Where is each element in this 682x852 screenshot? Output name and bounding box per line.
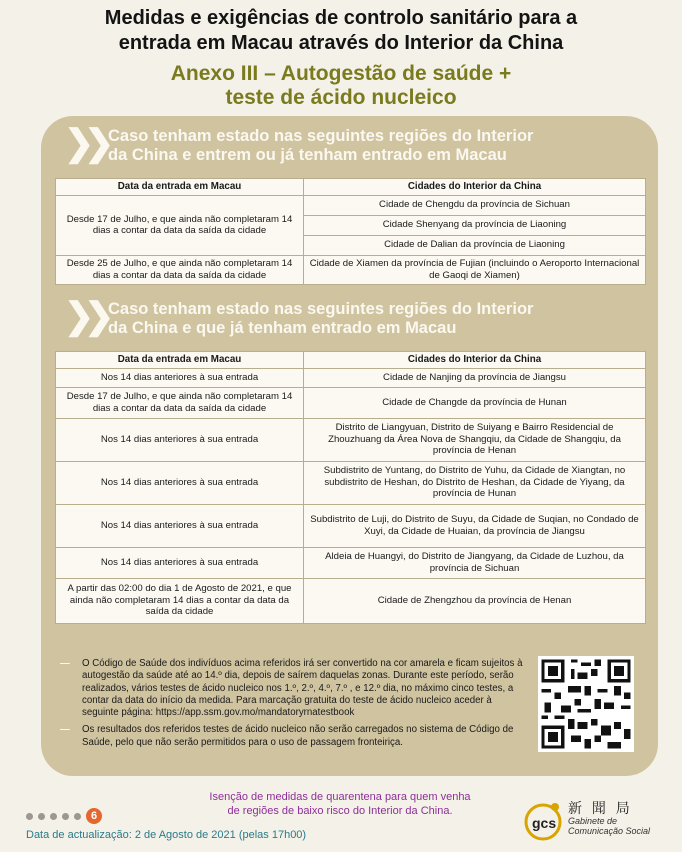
- table-row: Nos 14 dias anteriores à sua entrada Subdistrito de Yuntang, do Distrito de Yuhu, da Cidade de Xiangtan, no subdistrito de Heshan, do Distrito de Heshan, da Cidade de Yiyang, da província de Hunan: [56, 461, 646, 504]
- page-title: Medidas e exigências de controlo sanitário para a entrada em Macau através do Interior da China: [104, 7, 578, 54]
- page-dot[interactable]: [50, 813, 57, 820]
- section2-heading: ❯❯ Caso tenham estado nas seguintes regiões do Interior da China e que já tenham entrado em Macau: [64, 295, 534, 337]
- table-row: Desde 17 de Julho, e que ainda não completaram 14 dias a contar da data da saída da cidade Cidade de Chengdu da província de Sichuan: [56, 195, 646, 215]
- list-item: — Os resultados dos referidos testes de ácido nucleico não serão carregados no sistema de Código de Saúde, pelo que não serão permitidos para o uso de passagem fronteiriça.: [60, 724, 514, 748]
- gcs-logo: gcs 新 聞 局 Gabinete de Comunicação Social: [523, 796, 673, 846]
- list-item: — O Código de Saúde dos indivíduos acima referidos irá ser convertido na cor amarela e ficam sujeitos à autogestão da saúde até ao 14.º dia, depois de saírem daquelas zonas. Durante este período, serão realizados, vários testes de ácido nucleico nos 1.º, 2.º, 4.º, 7.º , e 12.º dia, no máximo cinco testes, a contar da data do início da medida. Para marcação gratuita do teste de ácido nucleico aceder à seguinte página: https://app.ssm.gov.mo/mandatoryrnatestbook: [60, 658, 523, 719]
- page-indicator: [26, 808, 102, 824]
- table-row: Nos 14 dias anteriores à sua entrada Distrito de Liangyuan, Distrito de Suiyang e Bairro Residencial de Zhouzhuang da Área Nova de Shangqiu, da Cidade de Shangqiu, da província de Henan: [56, 418, 646, 461]
- double-chevron-icon: ❯❯: [64, 122, 105, 163]
- table-header: Cidades do Interior da China: [304, 179, 646, 196]
- page-dot[interactable]: [26, 813, 33, 820]
- footer-notice: Isenção de medidas de quarentena para quem venha de regiões de baixo risco do Interior da China.: [209, 791, 471, 817]
- dash-bullet-icon: —: [60, 658, 70, 669]
- table-header: Data da entrada em Macau: [56, 179, 304, 196]
- table-row: A partir das 02:00 do dia 1 de Agosto de 2021, e que ainda não completaram 14 dias a contar da data da saída da cidade Cidade de Zhengzhou da província de Henan: [56, 578, 646, 623]
- table-row: Nos 14 dias anteriores à sua entrada Aldeia de Huangyi, do Distrito de Jiangyang, da Cidade de Luzhou, da província de Sichuan: [56, 547, 646, 578]
- section1-heading: ❯❯ Caso tenham estado nas seguintes regiões do Interior da China e entrem ou já tenham entrado em Macau: [64, 122, 534, 164]
- gcs-emblem-icon: [523, 798, 565, 844]
- table-row: Nos 14 dias anteriores à sua entrada Subdistrito de Luji, do Distrito de Suyu, da Cidade de Suqian, no Condado de Xuyi, da Cidade de Huaian, da província de Jiangsu: [56, 504, 646, 547]
- section2-table: [55, 351, 646, 624]
- table-row: Desde 17 de Julho, e que ainda não completaram 14 dias a contar da data da saída da cidade Cidade de Changde da província de Hunan: [56, 387, 646, 418]
- qr-code[interactable]: [538, 656, 634, 752]
- table-header: Cidades do Interior da China: [304, 352, 646, 369]
- notes-list: [60, 658, 528, 754]
- dash-bullet-icon: —: [60, 724, 70, 736]
- table-row: Desde 25 de Julho, e que ainda não completaram 14 dias a contar da data da saída da cidade Cidade de Xiamen da província de Fujian (incluindo o Aeroporto Internacional de Gaoqi de Xiamen): [56, 255, 646, 284]
- section1-table: [55, 178, 646, 285]
- table-row: Nos 14 dias anteriores à sua entrada Cidade de Nanjing da província de Jiangsu: [56, 368, 646, 387]
- page-subtitle: Anexo III – Autogestão de saúde + teste de ácido nucleico: [170, 62, 512, 109]
- svg-text:gcs: gcs: [532, 815, 557, 831]
- page-dot[interactable]: [74, 813, 81, 820]
- table-row: Cidade de Dalian da província de Liaoning: [56, 235, 646, 255]
- current-page-badge[interactable]: 6: [86, 808, 102, 824]
- page-dot[interactable]: [38, 813, 45, 820]
- update-date: Data de actualização: 2 de Agosto de 2021 (pelas 17h00): [26, 829, 307, 841]
- table-header: Data da entrada em Macau: [56, 352, 304, 369]
- double-chevron-icon: ❯❯: [64, 295, 105, 336]
- table-row: Cidade Shenyang da província de Liaoning: [56, 215, 646, 235]
- page-dot[interactable]: [62, 813, 69, 820]
